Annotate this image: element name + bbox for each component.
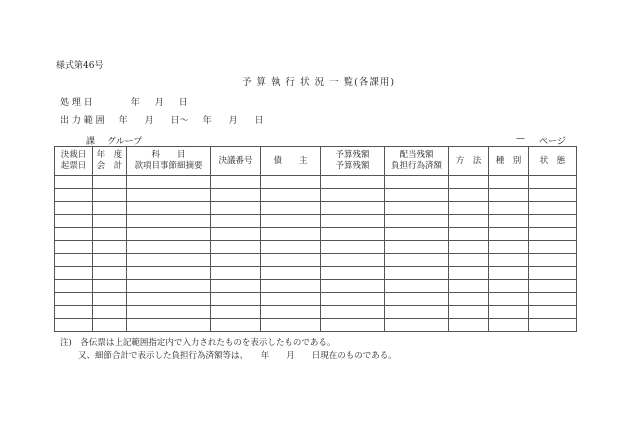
- table-cell: [529, 254, 577, 267]
- table-cell: [211, 280, 261, 293]
- processing-date-row: [60, 95, 188, 108]
- table-cell: [489, 280, 529, 293]
- table-cell: [489, 228, 529, 241]
- table-cell: [127, 189, 211, 202]
- table-cell: [261, 293, 321, 306]
- table-cell: [55, 254, 93, 267]
- table-cell: [93, 319, 127, 332]
- range-to-month-label: 月: [228, 116, 238, 126]
- table-row: [55, 267, 577, 280]
- range-from-year-label: 年: [118, 116, 128, 126]
- table-cell: [127, 176, 211, 189]
- table-cell: [55, 306, 93, 319]
- table-row: [55, 241, 577, 254]
- table-cell: [261, 241, 321, 254]
- table-cell: [529, 189, 577, 202]
- table-cell: [321, 267, 385, 280]
- table-row: [55, 319, 577, 332]
- table-cell: [449, 319, 489, 332]
- table-row: [55, 280, 577, 293]
- table-cell: [489, 293, 529, 306]
- table-cell: [55, 202, 93, 215]
- table-cell: [449, 228, 489, 241]
- table-cell: [93, 280, 127, 293]
- table-cell: [127, 254, 211, 267]
- table-row: [55, 215, 577, 228]
- table-cell: [93, 254, 127, 267]
- table-cell: [93, 176, 127, 189]
- table-cell: [55, 228, 93, 241]
- table-cell: [321, 293, 385, 306]
- table-cell: [261, 306, 321, 319]
- table-cell: [93, 241, 127, 254]
- table-cell: [489, 241, 529, 254]
- table-cell: [385, 280, 449, 293]
- table-row: [55, 176, 577, 189]
- table-cell: [385, 319, 449, 332]
- table-cell: [127, 306, 211, 319]
- table-cell: [127, 241, 211, 254]
- table-cell: [529, 202, 577, 215]
- table-cell: [211, 319, 261, 332]
- table-cell: [55, 241, 93, 254]
- form-id: 様式第46号: [56, 61, 104, 71]
- table-cell: [211, 176, 261, 189]
- table-cell: [321, 202, 385, 215]
- table-cell: [93, 267, 127, 280]
- header-fiscal-year: 年 度 会 計: [93, 147, 127, 176]
- table-cell: [449, 280, 489, 293]
- table-cell: [385, 176, 449, 189]
- table-cell: [211, 293, 261, 306]
- table-cell: [211, 241, 261, 254]
- table-cell: [529, 293, 577, 306]
- section-label: 課: [86, 137, 96, 147]
- table-cell: [385, 241, 449, 254]
- processing-month-label: 月: [154, 98, 164, 108]
- table-cell: [449, 306, 489, 319]
- table-cell: [529, 306, 577, 319]
- output-range-label: 出 力 範 囲: [60, 116, 105, 126]
- table-cell: [489, 306, 529, 319]
- table-cell: [449, 254, 489, 267]
- table-cell: [93, 215, 127, 228]
- table-cell: [55, 293, 93, 306]
- table-row: [55, 306, 577, 319]
- table-cell: [385, 228, 449, 241]
- header-resolution-number: 決議番号: [211, 147, 261, 176]
- table-cell: [529, 267, 577, 280]
- table-cell: [55, 319, 93, 332]
- table-cell: [529, 280, 577, 293]
- table-cell: [55, 176, 93, 189]
- table-cell: [449, 176, 489, 189]
- table-cell: [385, 254, 449, 267]
- table-cell: [321, 319, 385, 332]
- table-cell: [321, 306, 385, 319]
- table-cell: [261, 254, 321, 267]
- table-cell: [385, 189, 449, 202]
- table-row: [55, 228, 577, 241]
- table-cell: [449, 241, 489, 254]
- output-range-row: [60, 113, 264, 126]
- note-line-2: 又、細節合計で表示した負担行為済額等は、 年 月 日現在のものである。: [78, 351, 397, 361]
- table-cell: [211, 306, 261, 319]
- table-cell: [449, 215, 489, 228]
- table-cell: [211, 267, 261, 280]
- table-cell: [489, 202, 529, 215]
- table-cell: [449, 293, 489, 306]
- table-cell: [211, 189, 261, 202]
- processing-date-label: 処 理 日: [60, 98, 93, 108]
- processing-day-label: 日: [178, 98, 188, 108]
- header-allocation-balance: 配当残額 負担行為済額: [385, 147, 449, 176]
- table-cell: [261, 280, 321, 293]
- table-cell: [211, 215, 261, 228]
- table-cell: [127, 202, 211, 215]
- range-to-year-label: 年: [202, 116, 212, 126]
- table-cell: [55, 267, 93, 280]
- table-cell: [127, 228, 211, 241]
- table-cell: [385, 293, 449, 306]
- table-cell: [529, 319, 577, 332]
- table-cell: [385, 267, 449, 280]
- table-cell: [489, 176, 529, 189]
- table-cell: [211, 202, 261, 215]
- table-cell: [489, 254, 529, 267]
- header-creditor: 債 主: [261, 147, 321, 176]
- table-cell: [261, 319, 321, 332]
- table-cell: [321, 228, 385, 241]
- table-cell: [449, 267, 489, 280]
- budget-status-table: [54, 146, 577, 332]
- table-cell: [93, 189, 127, 202]
- table-cell: [261, 189, 321, 202]
- range-from-month-label: 月: [144, 116, 154, 126]
- table-cell: [489, 189, 529, 202]
- table-row: [55, 202, 577, 215]
- table-cell: [211, 254, 261, 267]
- page-number-dash: —: [516, 134, 525, 144]
- table-cell: [261, 202, 321, 215]
- table-cell: [261, 228, 321, 241]
- range-from-day-label: 日～: [170, 116, 189, 126]
- table-cell: [127, 280, 211, 293]
- page-label: ページ: [539, 137, 566, 147]
- table-cell: [321, 254, 385, 267]
- table-cell: [93, 202, 127, 215]
- table-cell: [321, 176, 385, 189]
- header-type: 種 別: [489, 147, 529, 176]
- table-cell: [489, 215, 529, 228]
- table-cell: [127, 215, 211, 228]
- table-cell: [55, 215, 93, 228]
- table-cell: [385, 202, 449, 215]
- table-cell: [529, 241, 577, 254]
- table-cell: [261, 215, 321, 228]
- table-cell: [261, 267, 321, 280]
- header-budget-balance: 予算残額 予算残額: [321, 147, 385, 176]
- note-line-1: 注) 各伝票は上記範囲指定内で入力されたものを表示したものである。: [60, 338, 336, 348]
- header-method: 方 法: [449, 147, 489, 176]
- processing-year-label: 年: [130, 98, 140, 108]
- table-row: [55, 189, 577, 202]
- group-label: グループ: [107, 137, 143, 147]
- table-cell: [321, 215, 385, 228]
- table-cell: [489, 319, 529, 332]
- table-cell: [93, 228, 127, 241]
- table-cell: [127, 293, 211, 306]
- table-cell: [321, 189, 385, 202]
- table-cell: [385, 215, 449, 228]
- table-cell: [529, 228, 577, 241]
- header-status: 状 態: [529, 147, 577, 176]
- table-cell: [529, 176, 577, 189]
- header-decision-date: 決裁日 起票日: [55, 147, 93, 176]
- table-cell: [529, 215, 577, 228]
- table-cell: [127, 267, 211, 280]
- table-cell: [127, 319, 211, 332]
- table-row: [55, 254, 577, 267]
- table-cell: [449, 202, 489, 215]
- document-title: 予 算 執 行 状 況 一 覧(各課用): [242, 77, 396, 88]
- table-cell: [321, 280, 385, 293]
- table-cell: [93, 293, 127, 306]
- table-cell: [55, 189, 93, 202]
- table-cell: [211, 228, 261, 241]
- table-cell: [261, 176, 321, 189]
- table-cell: [489, 267, 529, 280]
- table-cell: [55, 280, 93, 293]
- table-header-row: [55, 147, 577, 176]
- header-budget-item: 科 目 款項目事節細摘要: [127, 147, 211, 176]
- table-cell: [385, 306, 449, 319]
- table-row: [55, 293, 577, 306]
- table-cell: [93, 306, 127, 319]
- table-cell: [449, 189, 489, 202]
- range-to-day-label: 日: [254, 116, 264, 126]
- table-cell: [321, 241, 385, 254]
